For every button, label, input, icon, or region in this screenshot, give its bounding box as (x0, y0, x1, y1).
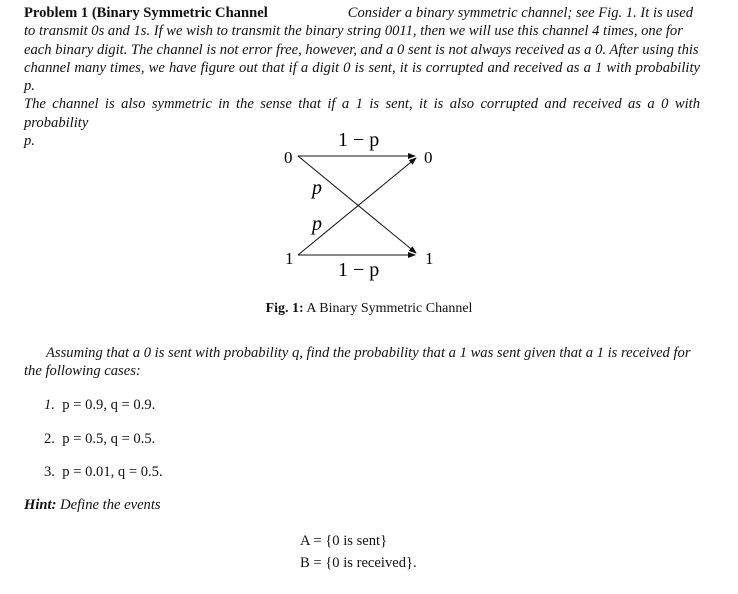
left-node-0: 0 (284, 148, 293, 167)
event-a-definition: A = {0 is sent} (300, 533, 388, 549)
list-item: 1. p = 0.9, q = 0.9. (44, 397, 156, 413)
hint-label: Hint: (24, 497, 57, 513)
question-text (24, 344, 700, 381)
right-node-0: 0 (424, 148, 433, 167)
cross-label-top: p (312, 177, 322, 199)
question-line-1: Assuming that a 0 is sent with probability q, find the probability that a 1 was sent given that a 1 is received for (46, 345, 691, 361)
cross-label-bottom: p (312, 213, 322, 235)
intro-line-5: The channel is also symmetric in the sense that if a 1 is sent, it is also corrupted and received as a 0 with probability (24, 96, 700, 131)
intro-line-4: channel many times, we have figure out that if a digit 0 is sent, it is corrupted and received as a 1 with probability p. (24, 59, 700, 95)
edge-0-to-1 (298, 156, 416, 253)
figure-caption: Fig. 1: A Binary Symmetric Channel (265, 301, 473, 316)
edge-1-to-0 (298, 158, 416, 255)
list-item: 2. p = 0.5, q = 0.5. (44, 431, 156, 447)
intro-line-2: to transmit 0s and 1s. If we wish to transmit the binary string 0011, then we will use this channel 4 times, one for (24, 23, 683, 40)
left-node-1: 1 (285, 249, 294, 268)
bottom-edge-label: 1 − p (338, 259, 380, 281)
question-line-2: the following cases: (24, 363, 141, 380)
intro-line-1: Problem 1 (Binary Symmetric Channel Consider a binary symmetric channel; see Fig. 1. It is used (24, 5, 694, 21)
right-node-1: 1 (425, 249, 434, 268)
problem-title: Problem 1 (Binary Symmetric Channel (24, 5, 268, 21)
event-b-definition: B = {0 is received}. (300, 555, 417, 571)
hint: Hint: Define the events (24, 497, 161, 513)
intro-line-6: p. (24, 133, 35, 150)
list-item: 3. p = 0.01, q = 0.5. (44, 464, 163, 480)
top-edge-label: 1 − p (338, 129, 380, 151)
intro-line-3: each binary digit. The channel is not error free, however, and a 0 sent is not always received as a 0. After using this (24, 41, 699, 58)
